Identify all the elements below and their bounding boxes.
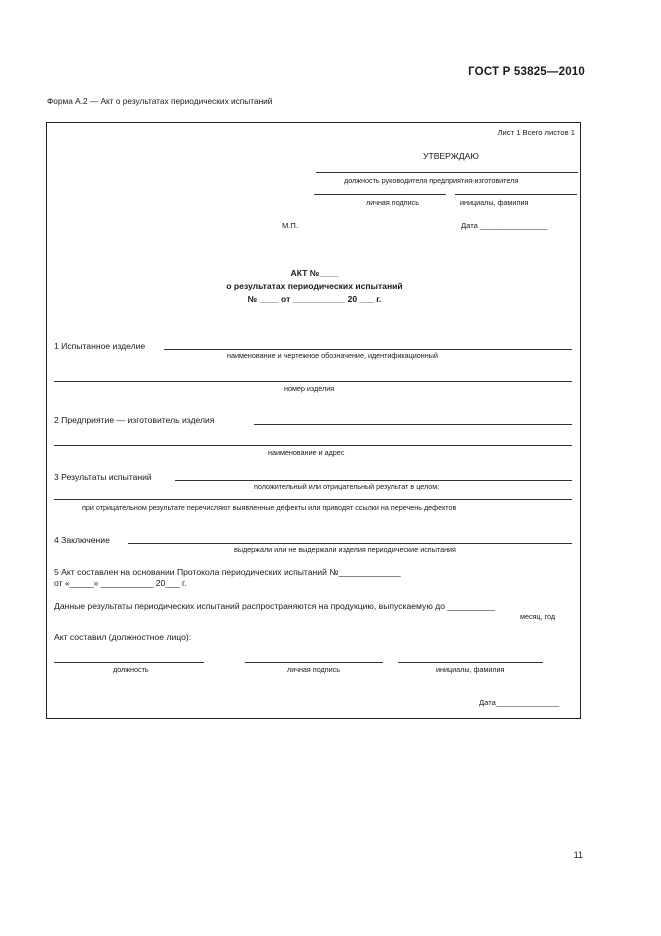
item1-hint2: номер изделия	[284, 384, 335, 393]
form-caption: Форма А.2 — Акт о результатах периодических испытаний	[47, 96, 273, 106]
compiled-by-label: Акт составил (должностное лицо):	[54, 632, 192, 642]
approver-position-line	[316, 172, 578, 173]
item2-line2	[54, 445, 572, 446]
sheet-info: Лист 1 Всего листов 1	[497, 128, 575, 137]
page-number: 11	[573, 850, 583, 860]
applies-text: Данные результаты периодических испытаний распространяются на продукцию, выпускаемую до __________	[54, 601, 496, 611]
item4-hint: выдержали или не выдержали изделия периодические испытания	[234, 545, 456, 554]
approve-heading: УТВЕРЖДАЮ	[423, 151, 479, 161]
initials-line	[398, 662, 543, 663]
stamp-label: М.П.	[282, 221, 299, 230]
item1-line	[164, 349, 572, 350]
item2-hint: наименование и адрес	[268, 448, 345, 457]
item5-line2: от «_____» ___________ 20___ г.	[54, 578, 187, 588]
signature-hint: личная подпись	[287, 665, 340, 674]
act-number-date: № ____ от ___________ 20 ___ г.	[247, 294, 382, 304]
standard-designation: ГОСТ Р 53825—2010	[468, 66, 585, 78]
approver-position-hint: должность руководителя предприятия-изготовителя	[344, 176, 519, 185]
position-hint: должность	[113, 665, 149, 674]
item1-hint: наименование и чертежное обозначение, идентификационный	[227, 351, 438, 360]
approval-date: Дата ________________	[461, 221, 548, 230]
item2-line	[254, 424, 572, 425]
bottom-date: Дата_______________	[479, 698, 560, 707]
position-line	[54, 662, 204, 663]
act-subtitle: о результатах периодических испытаний	[226, 281, 403, 291]
item4-line	[128, 543, 572, 544]
item1-line2	[54, 381, 572, 382]
approver-signature-line	[314, 194, 446, 195]
item5-line1: 5 Акт составлен на основании Протокола периодических испытаний №_____________	[54, 567, 401, 577]
approver-initials-line	[455, 194, 577, 195]
act-title: АКТ №____	[290, 268, 339, 278]
signature-line	[245, 662, 383, 663]
item3-hint2: при отрицательном результате перечисляют выявленные дефекты или приводят ссылки на перечень дефектов	[82, 503, 457, 512]
item1-label: 1 Испытанное изделие	[54, 341, 146, 351]
item2-label: 2 Предприятие — изготовитель изделия	[54, 415, 215, 425]
initials-hint: инициалы, фамилия	[436, 665, 505, 674]
item3-line2	[54, 499, 572, 500]
month-year-hint: месяц, год	[520, 612, 556, 621]
item4-label: 4 Заключение	[54, 535, 110, 545]
item3-hint: положительный или отрицательный результат в целом;	[254, 482, 440, 491]
approver-signature-hint: личная подпись	[366, 198, 419, 207]
item3-line	[175, 480, 572, 481]
approver-initials-hint: инициалы, фамилия	[460, 198, 529, 207]
item3-label: 3 Результаты испытаний	[54, 472, 152, 482]
